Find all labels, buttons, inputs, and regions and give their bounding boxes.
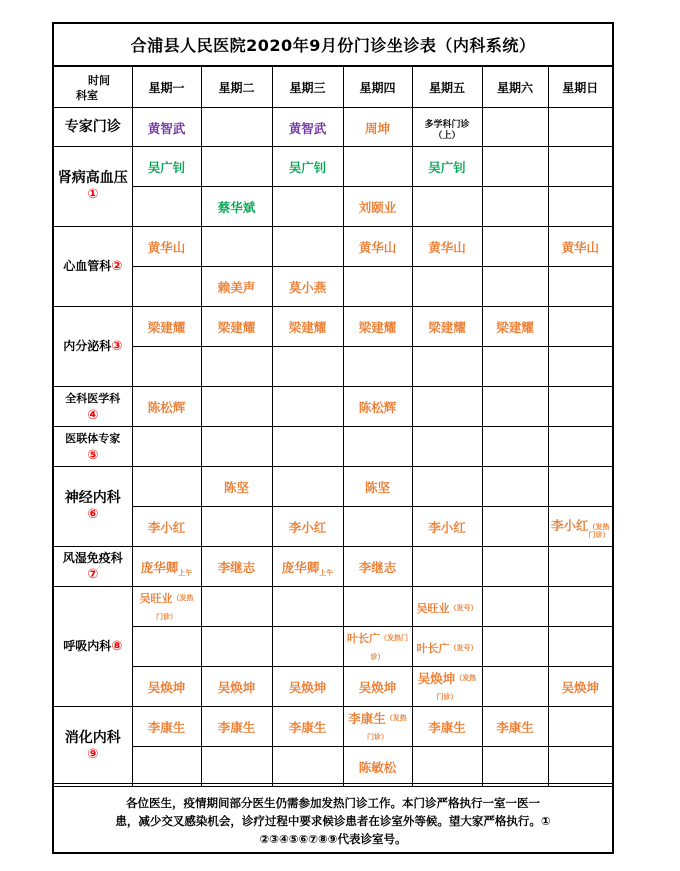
- schedule-cell: [132, 147, 201, 187]
- fever-clinic-note: 诊）: [370, 653, 385, 661]
- schedule-cell: [132, 387, 201, 427]
- schedule-cell: [272, 227, 343, 267]
- multi-clinic-label: 多学科门诊: [424, 120, 470, 130]
- doctor-name: 黄华山: [561, 240, 599, 256]
- schedule-table: [54, 66, 612, 787]
- row-kidney-2: [54, 187, 612, 227]
- dept-name: 风湿免疫科: [62, 551, 123, 565]
- row-rheum: [54, 547, 612, 587]
- schedule-cell: [132, 667, 201, 707]
- schedule-cell: [272, 707, 343, 747]
- schedule-cell: [548, 627, 612, 667]
- schedule-cell: [132, 587, 201, 627]
- room-number: ④: [87, 407, 99, 423]
- doctor-name: 吴广钊: [288, 160, 327, 176]
- doctor-name: 李康生: [288, 720, 327, 736]
- schedule-cell: [482, 467, 548, 507]
- doctor-name: 庞华卿: [140, 559, 179, 575]
- schedule-cell: [201, 387, 272, 427]
- doctor-name: 吴旺业: [416, 601, 450, 615]
- doctor-name: 陈松辉: [358, 400, 397, 416]
- doctor-name: 梁建耀: [496, 320, 534, 336]
- dept-cell: [54, 227, 132, 307]
- dept-name: 呼吸内科: [63, 639, 112, 653]
- schedule-cell: [272, 267, 343, 307]
- schedule-cell: [343, 147, 412, 187]
- schedule-cell: [272, 108, 343, 147]
- schedule-cell: [548, 587, 612, 627]
- schedule-cell: [201, 747, 272, 787]
- doctor-name: 陈坚: [364, 480, 390, 496]
- schedule-cell: [548, 347, 612, 387]
- schedule-cell: [132, 507, 201, 547]
- schedule-cell: [201, 587, 272, 627]
- dept-name: 专家门诊: [64, 119, 121, 135]
- doctor-name: 李继志: [358, 560, 397, 576]
- schedule-cell: [412, 267, 482, 307]
- schedule-cell: [201, 507, 272, 547]
- doctor-name: 赖美声: [217, 280, 256, 296]
- doctor-name: 李康生: [348, 710, 386, 726]
- room-number: ⑤: [87, 447, 99, 463]
- doctor-name: 叶长广: [347, 632, 380, 645]
- doctor-name: 李小红: [550, 517, 589, 533]
- schedule-cell: [548, 547, 612, 587]
- schedule-cell: [201, 467, 272, 507]
- dept-cell: [54, 427, 132, 467]
- day-header: 星期三: [272, 67, 343, 108]
- schedule-cell: [201, 108, 272, 147]
- doctor-name: 李康生: [217, 720, 256, 736]
- schedule-cell: [482, 108, 548, 147]
- schedule-cell: [132, 467, 201, 507]
- row-neuro-1: [54, 467, 612, 507]
- fever-clinic-note: 门诊）: [436, 693, 458, 702]
- schedule-cell: [482, 187, 548, 227]
- schedule-cell: [548, 307, 612, 347]
- day-header: 星期五: [412, 67, 482, 108]
- schedule-cell: [548, 147, 612, 187]
- row-alliance: [54, 427, 612, 467]
- schedule-cell: [412, 707, 482, 747]
- doctor-name: 李继志: [217, 560, 256, 576]
- notice-line: ②③④⑤⑥⑦⑧⑨代表诊室号。: [259, 832, 407, 846]
- schedule-cell: [482, 347, 548, 387]
- row-resp-2: [54, 627, 612, 667]
- schedule-cell: [201, 187, 272, 227]
- schedule-cell: [482, 147, 548, 187]
- schedule-cell: [201, 147, 272, 187]
- room-number: ①: [87, 187, 99, 202]
- doctor-name: 吴焕坤: [417, 670, 456, 686]
- day-header: 星期六: [482, 67, 548, 108]
- schedule-cell: [201, 667, 272, 707]
- schedule-cell: [132, 627, 201, 667]
- fever-clinic-note: （发热门: [380, 634, 408, 642]
- schedule-cell: [548, 747, 612, 787]
- schedule-cell: [548, 667, 612, 707]
- doctor-name: 陈坚: [223, 480, 249, 496]
- schedule-cell: [272, 387, 343, 427]
- schedule-cell: [482, 387, 548, 427]
- schedule-cell: [272, 467, 343, 507]
- doctor-name: 李康生: [496, 720, 534, 736]
- schedule-cell: [482, 547, 548, 587]
- schedule-cell: [412, 227, 482, 267]
- doctor-name: 刘颐业: [358, 200, 397, 216]
- dept-cell: [54, 547, 132, 587]
- schedule-cell: [548, 227, 612, 267]
- schedule-cell: [482, 267, 548, 307]
- day-header: 星期一: [132, 67, 201, 108]
- schedule-cell: [548, 387, 612, 427]
- day-header: 星期日: [548, 67, 612, 108]
- schedule-cell: [132, 427, 201, 467]
- corner-cell: [54, 67, 132, 108]
- dept-cell: [54, 707, 132, 787]
- schedule-cell: [412, 547, 482, 587]
- schedule-cell: [343, 467, 412, 507]
- dept-name: 消化内科: [64, 730, 121, 746]
- schedule-cell: [412, 427, 482, 467]
- room-number: ⑦: [87, 567, 99, 582]
- schedule-cell: [412, 627, 482, 667]
- schedule-cell: [343, 587, 412, 627]
- schedule-cell: [272, 627, 343, 667]
- schedule-cell: [412, 147, 482, 187]
- schedule-cell: [343, 547, 412, 587]
- doctor-name: 李康生: [428, 720, 466, 736]
- schedule-cell: [482, 627, 548, 667]
- fever-clinic-note: （发热: [172, 594, 194, 602]
- schedule-cell: [201, 427, 272, 467]
- schedule-cell: [272, 307, 343, 347]
- schedule-cell: [412, 747, 482, 787]
- schedule-cell: [412, 347, 482, 387]
- dept-cell: [54, 467, 132, 547]
- fever-clinic-note: （发热: [385, 713, 407, 722]
- schedule-cell: [201, 627, 272, 667]
- number-note: （发号）: [449, 603, 478, 612]
- row-cardio-1: [54, 227, 612, 267]
- schedule-cell: [132, 707, 201, 747]
- doctor-name: 陈敏松: [358, 760, 397, 776]
- schedule-cell: [272, 507, 343, 547]
- dept-cell: [54, 307, 132, 387]
- schedule-cell: [272, 667, 343, 707]
- schedule-cell: [482, 667, 548, 707]
- row-expert: [54, 108, 612, 147]
- schedule-cell: [132, 307, 201, 347]
- schedule-cell: [272, 427, 343, 467]
- schedule-cell: [343, 387, 412, 427]
- am-note: 上午: [319, 569, 334, 577]
- doctor-name: 庞华卿: [281, 559, 320, 575]
- schedule-cell: [343, 627, 412, 667]
- schedule-cell: [412, 108, 482, 147]
- schedule-cell: [343, 227, 412, 267]
- doctor-name: 吴广钊: [147, 160, 186, 176]
- fever-clinic-note: （发热: [455, 673, 477, 682]
- multi-clinic-time: （上）: [433, 131, 461, 141]
- schedule-cell: [482, 707, 548, 747]
- fever-clinic-note: 门诊）: [588, 531, 610, 539]
- schedule-cell: [201, 707, 272, 747]
- doctor-name: 梁建耀: [428, 320, 466, 336]
- schedule-cell: [343, 427, 412, 467]
- row-neuro-2: [54, 507, 612, 547]
- doctor-name: 梁建耀: [358, 320, 397, 336]
- schedule-cell: [482, 747, 548, 787]
- doctor-name: 梁建耀: [147, 320, 186, 336]
- dept-cell: [54, 147, 132, 227]
- fever-clinic-note: 门诊）: [367, 733, 388, 742]
- schedule-cell: [412, 667, 482, 707]
- page-title: 合浦县人民医院2020年9月份门诊坐诊表（内科系统）: [54, 24, 612, 66]
- room-number: ③: [111, 339, 123, 354]
- number-note: （发号）: [449, 643, 478, 652]
- schedule-cell: [132, 187, 201, 227]
- schedule-cell: [343, 707, 412, 747]
- schedule-cell: [132, 227, 201, 267]
- doctor-name: 叶长广: [416, 641, 450, 655]
- footer-notice: [54, 783, 612, 852]
- schedule-cell: [343, 187, 412, 227]
- doctor-name: 吴焕坤: [288, 680, 327, 696]
- schedule-cell: [343, 667, 412, 707]
- schedule-cell: [548, 108, 612, 147]
- doctor-name: 周坤: [364, 120, 390, 136]
- doctor-name: 黄智武: [288, 120, 327, 136]
- corner-time-label: 时间: [88, 74, 110, 87]
- am-note: 上午: [178, 569, 193, 577]
- dept-cell: [54, 587, 132, 707]
- schedule-cell: [343, 267, 412, 307]
- row-cardio-2: [54, 267, 612, 307]
- schedule-cell: [548, 267, 612, 307]
- row-endo-1: [54, 307, 612, 347]
- schedule-cell: [272, 187, 343, 227]
- schedule-cell: [482, 587, 548, 627]
- room-number: ②: [111, 259, 123, 274]
- doctor-name: 吴广钊: [428, 160, 466, 176]
- row-kidney-1: [54, 147, 612, 187]
- schedule-cell: [132, 108, 201, 147]
- dept-name: 医联体专家: [65, 431, 121, 445]
- schedule-cell: [412, 587, 482, 627]
- doctor-name: 陈松辉: [147, 400, 186, 416]
- schedule-cell: [132, 347, 201, 387]
- doctor-name: 黄华山: [147, 240, 186, 256]
- doctor-name: 李康生: [147, 720, 186, 736]
- doctor-name: 吴焕坤: [147, 680, 186, 696]
- schedule-cell: [132, 267, 201, 307]
- day-header: 星期四: [343, 67, 412, 108]
- dept-name: 内分泌科: [63, 339, 112, 353]
- schedule-cell: [482, 427, 548, 467]
- room-number: ⑨: [87, 747, 99, 762]
- schedule-cell: [482, 307, 548, 347]
- dept-name: 肾病高血压: [57, 170, 128, 186]
- schedule-cell: [548, 467, 612, 507]
- fever-clinic-note: 门诊）: [156, 613, 177, 621]
- doctor-name: 梁建耀: [288, 320, 327, 336]
- notice-line: 各位医生，疫情期间部分医生仍需参加发热门诊工作。本门诊严格执行一室一医一: [126, 796, 540, 810]
- doctor-name: 李小红: [428, 520, 466, 536]
- schedule-cell: [412, 387, 482, 427]
- schedule-cell: [548, 507, 612, 547]
- schedule-cell: [272, 347, 343, 387]
- schedule-cell: [548, 427, 612, 467]
- schedule-cell: [272, 587, 343, 627]
- schedule-cell: [482, 507, 548, 547]
- notice-line: 患，减少交叉感染机会，诊疗过程中要求候诊患者在诊室外等候。望大家严格执行。①: [115, 814, 551, 828]
- schedule-cell: [272, 147, 343, 187]
- header-row: [54, 67, 612, 108]
- row-endo-2: [54, 347, 612, 387]
- schedule-sheet: [52, 22, 614, 854]
- dept-name: 心血管科: [63, 259, 112, 273]
- schedule-cell: [201, 347, 272, 387]
- dept-cell: [54, 108, 132, 147]
- fever-clinic-note: （发热: [588, 523, 610, 531]
- schedule-cell: [201, 547, 272, 587]
- schedule-cell: [201, 307, 272, 347]
- schedule-cell: [412, 507, 482, 547]
- doctor-name: 吴旺业: [139, 592, 173, 605]
- schedule-cell: [412, 467, 482, 507]
- row-gastro-2: [54, 747, 612, 787]
- schedule-cell: [272, 547, 343, 587]
- schedule-cell: [343, 347, 412, 387]
- schedule-cell: [548, 187, 612, 227]
- room-number: ⑧: [111, 639, 123, 654]
- doctor-name: 李小红: [288, 520, 327, 536]
- row-resp-1: [54, 587, 612, 627]
- room-number: ⑥: [87, 507, 99, 522]
- doctor-name: 莫小燕: [288, 280, 327, 296]
- row-resp-3: [54, 667, 612, 707]
- schedule-cell: [343, 307, 412, 347]
- schedule-cell: [412, 187, 482, 227]
- schedule-cell: [412, 307, 482, 347]
- schedule-cell: [343, 747, 412, 787]
- schedule-cell: [343, 507, 412, 547]
- corner-dept-label: 科室: [76, 89, 98, 102]
- doctor-name: 吴焕坤: [561, 680, 599, 696]
- schedule-cell: [548, 707, 612, 747]
- doctor-name: 黄华山: [428, 240, 466, 256]
- schedule-cell: [132, 747, 201, 787]
- doctor-name: 梁建耀: [217, 320, 256, 336]
- doctor-name: 黄智武: [147, 120, 186, 136]
- doctor-name: 黄华山: [358, 240, 397, 256]
- schedule-cell: [343, 108, 412, 147]
- schedule-cell: [482, 227, 548, 267]
- row-general: [54, 387, 612, 427]
- schedule-cell: [201, 227, 272, 267]
- dept-name: 神经内科: [64, 490, 121, 506]
- doctor-name: 李小红: [147, 520, 186, 536]
- day-header: 星期二: [201, 67, 272, 108]
- doctor-name: 吴焕坤: [358, 680, 397, 696]
- doctor-name: 蔡华斌: [217, 200, 256, 216]
- dept-cell: [54, 387, 132, 427]
- dept-name: 全科医学科: [65, 391, 121, 405]
- row-gastro-1: [54, 707, 612, 747]
- schedule-cell: [201, 267, 272, 307]
- schedule-cell: [272, 747, 343, 787]
- doctor-name: 吴焕坤: [217, 680, 256, 696]
- schedule-cell: [132, 547, 201, 587]
